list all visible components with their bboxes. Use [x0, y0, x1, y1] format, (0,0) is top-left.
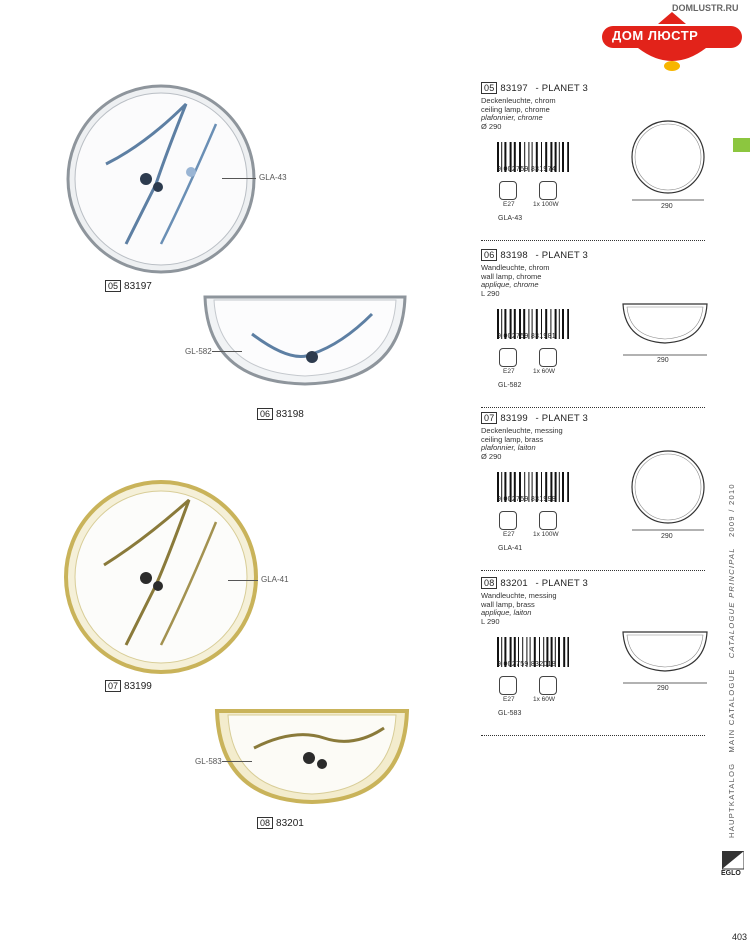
socket-label: E27 [503, 201, 515, 208]
photo-code: 83198 [276, 409, 304, 420]
bulb-icon [539, 676, 557, 695]
product-title [481, 412, 705, 424]
drawing-dimension: 290 [657, 357, 669, 364]
desc-en: wall lamp, chrome [481, 271, 542, 281]
socket-icon [499, 181, 517, 200]
product-title [481, 82, 705, 94]
product-block [481, 82, 705, 222]
tag-06: 06 [257, 408, 273, 420]
desc-en: ceiling lamp, chrome [481, 104, 550, 114]
photo-code: 83201 [276, 818, 304, 829]
callout-line [212, 351, 242, 352]
product-description [481, 592, 705, 626]
product-title [481, 249, 705, 261]
photo-label-83198 [257, 408, 304, 420]
socket-label: E27 [503, 531, 515, 538]
desc-fr: applique, laiton [481, 608, 532, 618]
socket-icon [499, 511, 517, 530]
callout-line [222, 761, 252, 762]
socket-label: E27 [503, 696, 515, 703]
barcode-number: 9 002759 831974 [497, 166, 556, 173]
barcode-number: 9 002759 831998 [497, 496, 556, 503]
side-text-fr: CATALOGUE PRINCIPAL [727, 547, 736, 659]
socket-icon [499, 676, 517, 695]
product-dimension: L 290 [481, 616, 500, 626]
photo-label-83197 [105, 280, 152, 292]
logo-text: ДОМ ЛЮСТР [612, 28, 699, 43]
glass-code: GLA-41 [498, 545, 523, 552]
side-text-year: 2009 / 2010 [727, 483, 736, 538]
tag-08: 08 [257, 817, 273, 829]
product-dimension: Ø 290 [481, 121, 502, 131]
eglo-logo [722, 851, 744, 877]
barcode-number: 9 002759 831981 [497, 333, 556, 340]
technical-drawing [623, 448, 713, 533]
callout-gl582: GL-582 [185, 347, 212, 356]
photo-83199 [64, 480, 258, 674]
product-dimension: L 290 [481, 288, 500, 298]
technical-drawing [623, 118, 713, 203]
tag-07: 07 [105, 680, 121, 692]
photo-label-83199 [105, 680, 152, 692]
title-dash: - [532, 578, 542, 589]
product-code: 83201 [500, 578, 528, 589]
site-domain[interactable]: DOMLUSTR.RU [672, 3, 739, 13]
desc-de: Wandleuchte, chrom [481, 263, 550, 272]
product-title [481, 577, 705, 589]
technical-drawing [621, 299, 711, 384]
product-series: PLANET 3 [541, 578, 589, 589]
photo-83197 [66, 84, 256, 274]
power-label: 1x 60W [533, 368, 556, 375]
product-series: PLANET 3 [541, 83, 589, 94]
product-description [481, 264, 705, 298]
drawing-dimension: 290 [661, 203, 673, 210]
photo-label-83201 [257, 817, 304, 829]
product-code: 83199 [500, 413, 528, 424]
separator [481, 570, 705, 571]
glass-code: GL-583 [498, 710, 522, 717]
product-series: PLANET 3 [541, 250, 589, 261]
product-block [481, 249, 705, 389]
socket-icon [499, 348, 517, 367]
photo-83201 [214, 708, 410, 804]
power-label: 1x 100W [533, 531, 559, 538]
product-tag: 07 [481, 412, 497, 424]
power-label: 1x 60W [533, 696, 556, 703]
eglo-text: EGLO [721, 870, 741, 877]
power-label: 1x 100W [533, 201, 559, 208]
bulb-icon [539, 511, 557, 530]
barcode-number: 9 002759 832018 [497, 661, 556, 668]
separator [481, 240, 705, 241]
product-block [481, 577, 705, 717]
photo-83198 [202, 294, 408, 386]
callout-gl583: GL-583 [195, 757, 222, 766]
technical-drawing [621, 627, 711, 712]
side-text-de: HAUPTKATALOG [727, 762, 736, 838]
product-block [481, 412, 705, 552]
drawing-dimension: 290 [657, 685, 669, 692]
title-dash: - [532, 83, 542, 94]
product-tag: 05 [481, 82, 497, 94]
callout-line [228, 580, 258, 581]
callout-gla41: GLA-41 [261, 575, 289, 584]
product-tag: 06 [481, 249, 497, 261]
product-series: PLANET 3 [541, 413, 589, 424]
title-dash: - [532, 413, 542, 424]
callout-line [222, 178, 256, 179]
product-dimension: Ø 290 [481, 451, 502, 461]
desc-fr: plafonnier, laiton [481, 443, 536, 453]
desc-en: ceiling lamp, brass [481, 434, 544, 444]
side-catalogue-text [727, 483, 736, 838]
glass-code: GLA-43 [498, 215, 523, 222]
glass-code: GL-582 [498, 382, 522, 389]
side-text-en: MAIN CATALOGUE [727, 668, 736, 753]
product-tag: 08 [481, 577, 497, 589]
desc-de: Deckenleuchte, chrom [481, 96, 556, 105]
title-dash: - [532, 250, 542, 261]
socket-label: E27 [503, 368, 515, 375]
separator [481, 735, 705, 736]
section-tab [733, 138, 750, 152]
callout-gla43: GLA-43 [259, 173, 287, 182]
desc-de: Deckenleuchte, messing [481, 426, 563, 435]
product-code: 83197 [500, 83, 528, 94]
bulb-icon [539, 181, 557, 200]
bulb-icon [539, 348, 557, 367]
photo-code: 83197 [124, 281, 152, 292]
site-logo[interactable] [598, 10, 746, 72]
desc-en: wall lamp, brass [481, 599, 535, 609]
separator [481, 407, 705, 408]
tag-05: 05 [105, 280, 121, 292]
desc-fr: applique, chrome [481, 280, 539, 290]
drawing-dimension: 290 [661, 533, 673, 540]
desc-de: Wandleuchte, messing [481, 591, 557, 600]
photo-code: 83199 [124, 681, 152, 692]
product-code: 83198 [500, 250, 528, 261]
page-number: 403 [732, 932, 748, 942]
desc-fr: plafonnier, chrome [481, 113, 543, 123]
